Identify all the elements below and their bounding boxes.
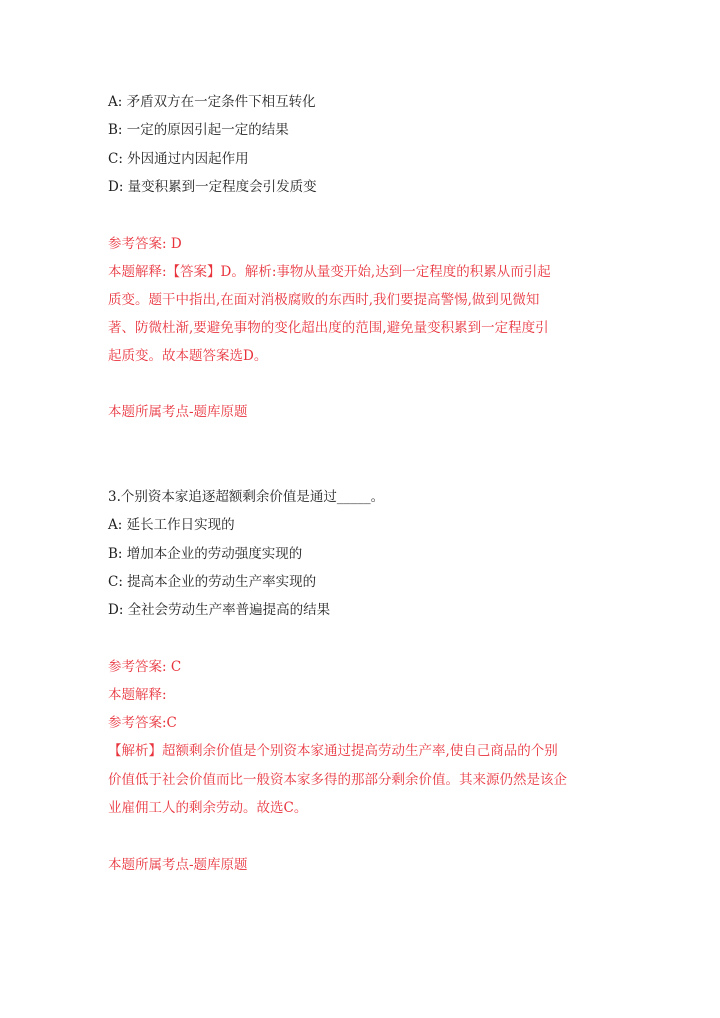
q3-stem: 3.个别资本家追逐超额剩余价值是通过_____。 (108, 489, 385, 505)
q2-explanation-line-2: 质变。题干中指出,在面对消极腐败的东西时,我们要提高警惕,做到见微知 (108, 292, 540, 308)
q2-option-d: D: 量变积累到一定程度会引发质变 (108, 179, 317, 195)
q2-explanation-line-3: 著、防微杜渐,要避免事物的变化超出度的范围,避免量变积累到一定程度引 (108, 320, 549, 336)
q2-option-a: A: 矛盾双方在一定条件下相互转化 (108, 94, 316, 110)
q3-explanation-line-3: 业雇佣工人的剩余劳动。故选C。 (108, 800, 308, 816)
q2-explanation-line-4: 起质变。故本题答案选D。 (108, 348, 268, 364)
q3-option-b: B: 增加本企业的劳动强度实现的 (108, 546, 303, 562)
q3-option-c: C: 提高本企业的劳动生产率实现的 (108, 574, 317, 590)
q3-option-d: D: 全社会劳动生产率普遍提高的结果 (108, 602, 331, 618)
q3-topic: 本题所属考点-题库原题 (108, 857, 248, 873)
q3-explanation-line-1: 【解析】超额剩余价值是个别资本家通过提高劳动生产率,使自己商品的个别 (108, 743, 558, 759)
q3-explanation-label: 本题解释: (108, 687, 167, 703)
q2-topic: 本题所属考点-题库原题 (108, 404, 248, 420)
q3-answer-repeat: 参考答案:C (108, 715, 177, 731)
q2-option-b: B: 一定的原因引起一定的结果 (108, 122, 289, 138)
q2-option-c: C: 外因通过内因起作用 (108, 151, 249, 167)
q2-answer: 参考答案: D (108, 236, 182, 252)
q3-explanation-line-2: 价值低于社会价值而比一般资本家多得的那部分剩余价值。其来源仍然是该企 (108, 772, 567, 788)
q3-answer: 参考答案: C (108, 659, 182, 675)
q2-explanation-line-1: 本题解释:【答案】D。解析:事物从量变开始,达到一定程度的积累从而引起 (108, 264, 551, 280)
q3-option-a: A: 延长工作日实现的 (108, 517, 235, 533)
